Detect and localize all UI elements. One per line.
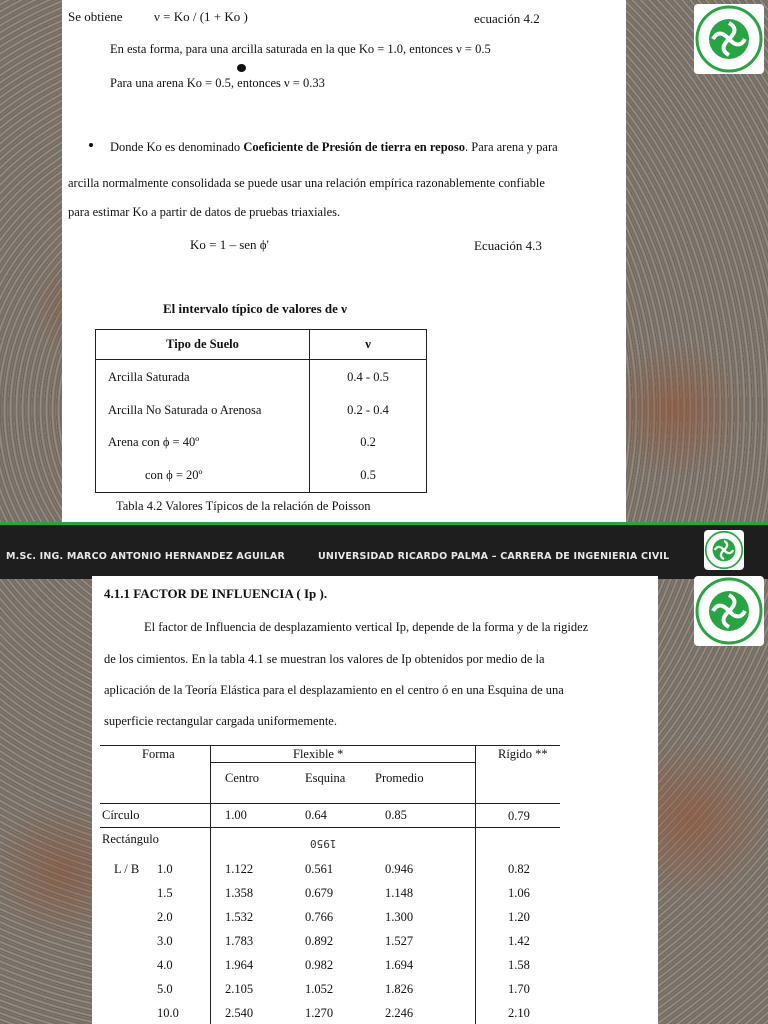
promedio-header: Promedio [375,771,424,785]
table-row: con ϕ = 20º [145,467,203,482]
obtiene-label: Se obtiene [68,9,123,24]
circle-row-border [100,827,560,828]
rectangle-label: Rectángulo [102,832,159,846]
rigid-header: Rígido ** [498,747,548,761]
ko-paragraph-pre: Donde Ko es denominado [110,140,244,154]
table-cell-centro: 1.964 [225,958,254,972]
equation-4-3-label: Ecuación 4.3 [474,238,542,253]
ko-paragraph-line1 [110,140,558,155]
table-top-border [100,745,560,746]
table-cell-centro: 1.358 [225,886,254,900]
bottom-document-page [92,576,658,1024]
ko-coefficient-term: Coeficiente de Presión de tierra en reposo [243,140,466,154]
table-row: Arena con ϕ = 40º [108,435,200,449]
section-heading: 4.1.1 FACTOR DE INFLUENCIA ( Ip ). [104,586,328,601]
table-cell-esquina: 0.561 [305,862,334,876]
table-cell-centro: 2.540 [225,1006,254,1020]
table-cell-esquina: 0.892 [305,934,334,948]
soil-type-header: Tipo de Suelo [96,330,310,360]
university-logo-bottom [694,576,764,646]
table-cell-centro: 1.532 [225,910,254,924]
table-cell-promedio: 1.300 [385,910,414,924]
table-value: 0.5 [360,467,376,482]
table-cell-esquina: 1.052 [305,982,334,996]
circle-label: Círculo [102,808,140,822]
poisson-formula: ν = Ko / (1 + Ko ) [154,9,248,24]
table-cell-centro: 2.105 [225,982,254,996]
ink-blot [237,64,246,72]
circle-esquina: 0.64 [305,808,327,822]
column-divider [210,745,211,1024]
table-cell-centro: 1.783 [225,934,254,948]
table-cell-esquina: 1.270 [305,1006,334,1020]
university-logo-small [704,530,744,570]
circle-rigido: 0.79 [508,809,530,823]
influence-paragraph-line2: de los cimientos. En la tabla 4.1 se muestran los valores de Ip obtenidos por medio de la [104,652,545,666]
influence-paragraph-line1: El factor de Influencia de desplazamiento vertical Ip, depende de la forma y de la rigidez [144,620,589,634]
table-header-row [96,330,427,360]
table-cell-rigido: 1.42 [508,934,530,948]
bullet-dot [89,143,93,147]
urp-logo-icon [704,530,744,570]
circle-promedio: 0.85 [385,808,407,822]
table-cell-lb: 3.0 [157,934,173,948]
forma-header: Forma [142,747,175,761]
table-cell-rigido: 0.82 [508,862,530,876]
ko-paragraph-line3: para estimar Ko a partir de datos de pruebas triaxiales. [68,205,341,219]
table-cell-lb: 1.0 [157,862,173,876]
influence-paragraph-line4: superficie rectangular cargada uniformemente. [104,714,337,728]
table-value: 0.4 - 0.5 [347,370,389,384]
table-cell-rigido: 1.06 [508,886,530,900]
table-caption: Tabla 4.2 Valores Típicos de la relación de Poisson [116,499,371,513]
ko-empirical-formula: Ko = 1 – sen ϕ' [190,237,269,252]
poisson-values-table [95,329,427,493]
table-cell-rigido: 1.70 [508,982,530,996]
slide-footer-bar [0,522,768,579]
lb-label: L / B [114,862,140,876]
table-cell-promedio: 1.527 [385,934,414,948]
influence-paragraph-line3: aplicación de la Teoría Elástica para el desplazamiento en el centro ó en una Esquina de una [104,683,564,697]
table-cell-esquina: 0.766 [305,910,334,924]
flexible-header: Flexible * [293,747,344,761]
table-cell-lb: 1.5 [157,886,173,900]
circle-centro: 1.00 [225,808,247,822]
table-cell-centro: 1.122 [225,862,254,876]
poisson-table-title: El intervalo típico de valores de ν [163,301,347,316]
header-bottom-border [100,803,560,804]
table-row: Arcilla Saturada [108,370,190,384]
urp-logo-icon [694,576,764,646]
table-cell-promedio: 1.694 [385,958,414,972]
table-cell-esquina: 0.982 [305,958,334,972]
university-label: UNIVERSIDAD RICARDO PALMA – CARRERA DE INGENIERIA CIVIL [318,551,670,562]
table-value: 0.2 - 0.4 [347,402,389,417]
table-value: 0.2 [360,435,376,449]
saturated-clay-line: En esta forma, para una arcilla saturada en la que Ko = 1.0, entonces ν = 0.5 [110,42,491,56]
table-cell-rigido: 2.10 [508,1006,530,1020]
nu-column [310,360,427,493]
table-cell-promedio: 1.148 [385,886,414,900]
table-cell-rigido: 1.20 [508,910,530,924]
table-cell-esquina: 0.679 [305,886,334,900]
table-row: Arcilla No Saturada o Arenosa [108,402,262,417]
ko-paragraph-post: . Para arena y para [465,140,558,154]
nu-header: ν [310,330,427,360]
handwritten-note: 1950 [310,837,337,850]
flexible-divider [210,762,475,763]
table-body [96,360,427,493]
author-label: M.Sc. ING. MARCO ANTONIO HERNANDEZ AGUILAR [6,551,285,562]
university-logo-top [694,4,764,74]
esquina-header: Esquina [305,771,346,785]
table-cell-lb: 4.0 [157,958,173,972]
table-cell-lb: 2.0 [157,910,173,924]
urp-logo-icon [694,4,764,74]
table-cell-rigido: 1.58 [508,958,530,972]
table-cell-promedio: 2.246 [385,1006,414,1020]
table-cell-lb: 10.0 [157,1006,179,1020]
top-document-page [62,0,626,524]
centro-header: Centro [225,771,260,785]
table-cell-promedio: 1.826 [385,982,414,996]
sand-line: Para una arena Ko = 0.5, entonces ν = 0.33 [110,76,325,90]
ko-paragraph-line2: arcilla normalmente consolidada se puede usar una relación empírica razonablemente confiable [68,176,545,190]
equation-4-2-label: ecuación 4.2 [474,11,540,26]
table-cell-lb: 5.0 [157,982,173,996]
column-divider [475,745,476,1024]
table-cell-promedio: 0.946 [385,862,414,876]
soil-column [96,360,310,493]
